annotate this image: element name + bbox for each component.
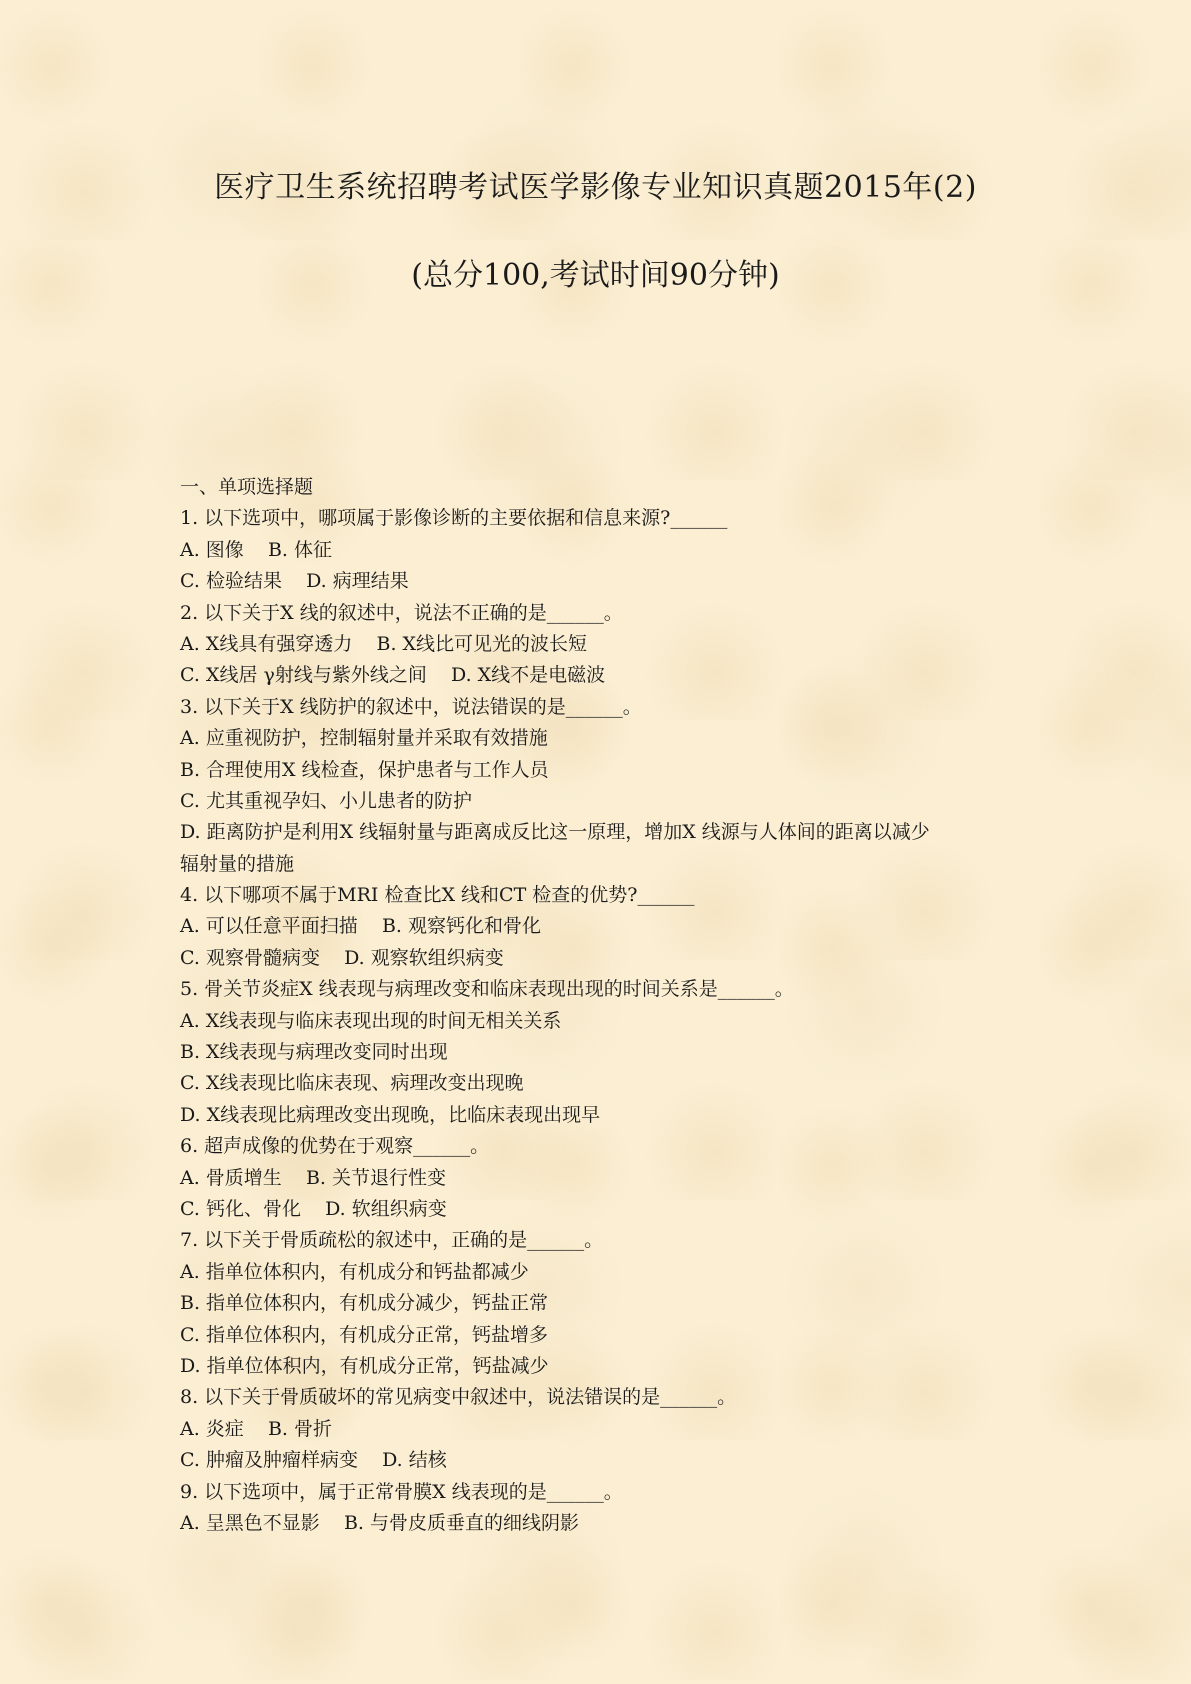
question-7: 7. 以下关于骨质疏松的叙述中，正确的是______。	[180, 1229, 604, 1252]
question-5-option-d: D. X线表现比病理改变出现晚，比临床表现出现早	[180, 1103, 601, 1126]
question-7-option-b: B. 指单位体积内，有机成分减少，钙盐正常	[180, 1292, 549, 1315]
question-9-options-ab: A. 呈黑色不显影 B. 与骨皮质垂直的细线阴影	[180, 1511, 580, 1534]
question-1-options-ab: A. 图像 B. 体征	[180, 538, 333, 561]
question-6-options-cd: C. 钙化、骨化 D. 软组织病变	[180, 1197, 447, 1220]
question-3-option-c: C. 尤其重视孕妇、小儿患者的防护	[180, 789, 472, 812]
question-4-options-cd: C. 观察骨髓病变 D. 观察软组织病变	[180, 946, 504, 969]
question-7-option-d: D. 指单位体积内，有机成分正常，钙盐减少	[180, 1354, 549, 1377]
document-subtitle: (总分100,考试时间90分钟)	[411, 258, 780, 293]
question-1: 1. 以下选项中，哪项属于影像诊断的主要依据和信息来源?______	[180, 507, 728, 530]
question-5-option-b: B. X线表现与病理改变同时出现	[180, 1041, 448, 1064]
question-2-options-ab: A. X线具有强穿透力 B. X线比可见光的波长短	[180, 632, 588, 655]
question-7-option-c: C. 指单位体积内，有机成分正常，钙盐增多	[180, 1323, 548, 1346]
section-heading: 一、单项选择题	[180, 476, 314, 498]
question-7-option-a: A. 指单位体积内，有机成分和钙盐都减少	[180, 1260, 529, 1283]
question-3-option-d: D. 距离防护是利用X 线辐射量与距离成反比这一原理，增加X 线源与人体间的距离以减少	[180, 821, 930, 844]
question-8-options-ab: A. 炎症 B. 骨折	[180, 1417, 333, 1440]
question-6-options-ab: A. 骨质增生 B. 关节退行性变	[180, 1166, 447, 1189]
question-3: 3. 以下关于X 线防护的叙述中，说法错误的是______。	[180, 695, 642, 718]
question-5: 5. 骨关节炎症X 线表现与病理改变和临床表现出现的时间关系是______。	[180, 978, 794, 1001]
question-9: 9. 以下选项中，属于正常骨膜X 线表现的是______。	[180, 1480, 623, 1503]
question-1-options-cd: C. 检验结果 D. 病理结果	[180, 570, 409, 593]
question-5-option-c: C. X线表现比临床表现、病理改变出现晚	[180, 1072, 524, 1095]
question-4-options-ab: A. 可以任意平面扫描 B. 观察钙化和骨化	[180, 915, 542, 938]
question-4: 4. 以下哪项不属于MRI 检查比X 线和CT 检查的优势?______	[180, 884, 695, 907]
question-3-option-a: A. 应重视防护，控制辐射量并采取有效措施	[180, 727, 548, 750]
question-list	[180, 472, 1020, 1539]
question-8: 8. 以下关于骨质破坏的常见病变中叙述中，说法错误的是______。	[180, 1386, 737, 1409]
question-8-options-cd: C. 肿瘤及肿瘤样病变 D. 结核	[180, 1449, 447, 1472]
question-2-options-cd: C. X线居 γ射线与紫外线之间 D. X线不是电磁波	[180, 664, 606, 687]
document-title: 医疗卫生系统招聘考试医学影像专业知识真题2015年(2)	[214, 170, 977, 205]
question-3-option-d-continued: 辐射量的措施	[180, 852, 295, 875]
question-6: 6. 超声成像的优势在于观察______。	[180, 1135, 490, 1158]
question-3-option-b: B. 合理使用X 线检查，保护患者与工作人员	[180, 758, 549, 781]
question-5-option-a: A. X线表现与临床表现出现的时间无相关关系	[180, 1009, 562, 1032]
question-2: 2. 以下关于X 线的叙述中，说法不正确的是______。	[180, 601, 623, 624]
